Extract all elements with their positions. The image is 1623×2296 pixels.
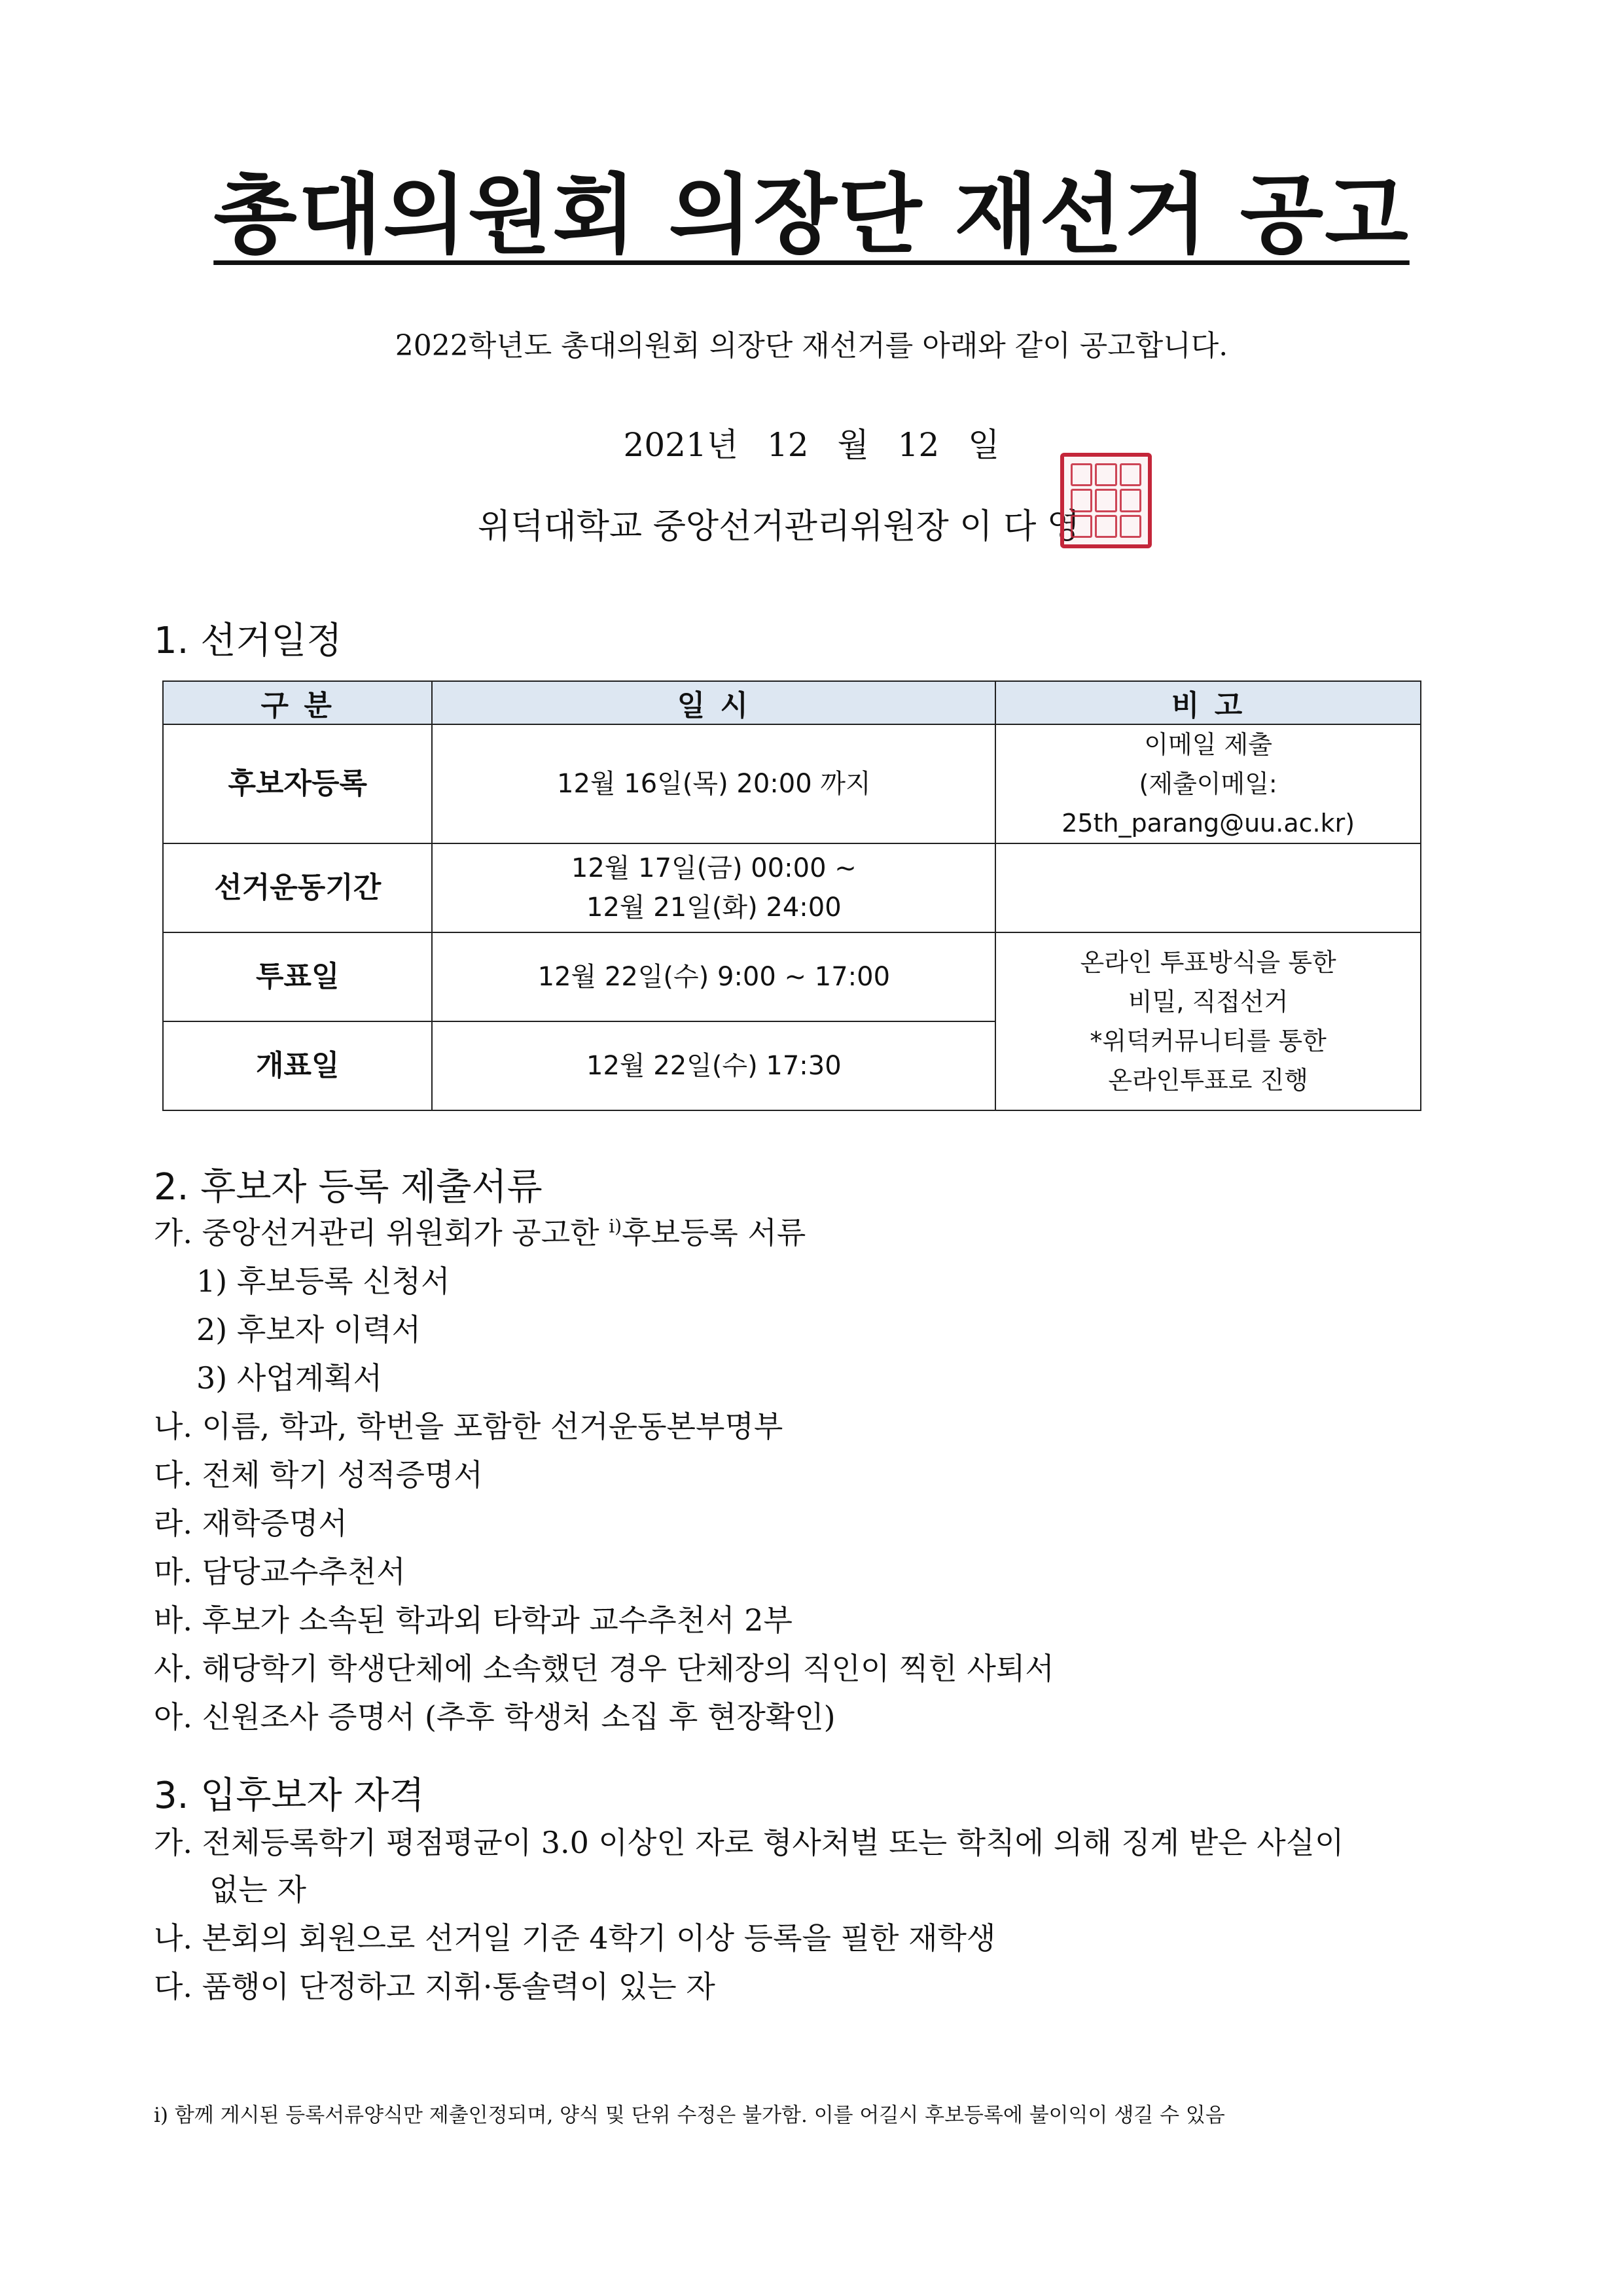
list-item-continuation: 없는 자 bbox=[209, 1872, 306, 1907]
list-item: 바. 후보가 소속된 학과외 타학과 교수추천서 2부 bbox=[154, 1602, 793, 1638]
list-item: 다. 전체 학기 성적증명서 bbox=[154, 1457, 483, 1492]
table-header-row bbox=[163, 681, 1421, 724]
row-time-campaign bbox=[432, 843, 995, 932]
header-remarks: 비 고 bbox=[995, 681, 1421, 724]
notice-subtitle: 2022학년도 총대의원회 의장단 재선거를 아래와 같이 공고합니다. bbox=[395, 329, 1228, 362]
list-item: 가. 전체등록학기 평점평균이 3.0 이상인 자로 형사처벌 또는 학칙에 의해 징계 받은 사실이 bbox=[154, 1825, 1344, 1860]
official-seal-stamp bbox=[1060, 453, 1152, 548]
note-line: 이메일 제출 bbox=[1144, 730, 1272, 759]
notice-title: 총대의원회 의장단 재선거 공고 bbox=[213, 165, 1410, 266]
section1-heading: 1. 선거일정 bbox=[154, 620, 342, 662]
list-subitem: 1) 후보등록 신청서 bbox=[196, 1263, 450, 1299]
footnote-ref: i) bbox=[609, 1215, 622, 1237]
table-row bbox=[163, 932, 1421, 1021]
row-time-registration: 12월 16일(목) 20:00 까지 bbox=[432, 724, 995, 843]
row-label-registration: 후보자등록 bbox=[163, 724, 432, 843]
list-item: 다. 품행이 단정하고 지휘·통솔력이 있는 자 bbox=[154, 1969, 715, 2004]
note-line: 비밀, 직접선거 bbox=[1128, 987, 1289, 1016]
note-line: 온라인투표로 진행 bbox=[1108, 1066, 1308, 1095]
row-label-voting: 투표일 bbox=[163, 932, 432, 1021]
section3-heading: 3. 입후보자 자격 bbox=[154, 1775, 425, 1817]
table-row bbox=[163, 843, 1421, 932]
footnote: i) 함께 게시된 등록서류양식만 제출인정되며, 양식 및 단위 수정은 불가함. 이를 어길시 후보등록에 불이익이 생길 수 있음 bbox=[154, 2104, 1225, 2127]
header-datetime: 일 시 bbox=[432, 681, 995, 724]
row-time-counting: 12월 22일(수) 17:30 bbox=[432, 1021, 995, 1110]
list-item: 나. 본회의 회원으로 선거일 기준 4학기 이상 등록을 필한 재학생 bbox=[154, 1920, 996, 1956]
row-label-campaign: 선거운동기간 bbox=[163, 843, 432, 932]
notice-date: 2021년 12 월 12 일 bbox=[623, 426, 1000, 464]
election-schedule-table bbox=[162, 680, 1421, 1111]
note-line: 온라인 투표방식을 통한 bbox=[1080, 948, 1336, 977]
row-note-campaign bbox=[995, 843, 1421, 932]
merged-note-voting bbox=[995, 932, 1421, 1110]
list-item: 마. 담당교수추천서 bbox=[154, 1554, 406, 1589]
time-line: 12월 21일(화) 24:00 bbox=[586, 892, 842, 923]
list-item: 나. 이름, 학과, 학번을 포함한 선거운동본부명부 bbox=[154, 1409, 783, 1444]
list-item: 사. 해당학기 학생단체에 소속했던 경우 단체장의 직인이 찍힌 사퇴서 bbox=[154, 1651, 1054, 1686]
row-label-counting: 개표일 bbox=[163, 1021, 432, 1110]
list-item: 아. 신원조사 증명서 (추후 학생처 소집 후 현장확인) bbox=[154, 1699, 836, 1735]
section2-heading: 2. 후보자 등록 제출서류 bbox=[154, 1166, 543, 1209]
note-line: (제출이메일: 25th_parang@uu.ac.kr) bbox=[1061, 769, 1355, 838]
row-time-voting: 12월 22일(수) 9:00 ~ 17:00 bbox=[432, 932, 995, 1021]
list-item: 라. 재학증명서 bbox=[154, 1506, 348, 1541]
row-note-registration bbox=[995, 724, 1421, 843]
time-line: 12월 17일(금) 00:00 ~ bbox=[571, 853, 857, 883]
signer-line: 위덕대학교 중앙선거관리위원장 이 다 영 bbox=[478, 507, 1080, 546]
header-category: 구 분 bbox=[163, 681, 432, 724]
list-subitem: 3) 사업계획서 bbox=[196, 1360, 383, 1396]
note-line: *위덕커뮤니티를 통한 bbox=[1090, 1027, 1327, 1055]
table-row bbox=[163, 724, 1421, 843]
list-subitem: 2) 후보자 이력서 bbox=[196, 1312, 421, 1347]
list-item: 가. 중앙선거관리 위원회가 공고한 $^{i)}$후보등록 서류 bbox=[154, 1215, 806, 1250]
